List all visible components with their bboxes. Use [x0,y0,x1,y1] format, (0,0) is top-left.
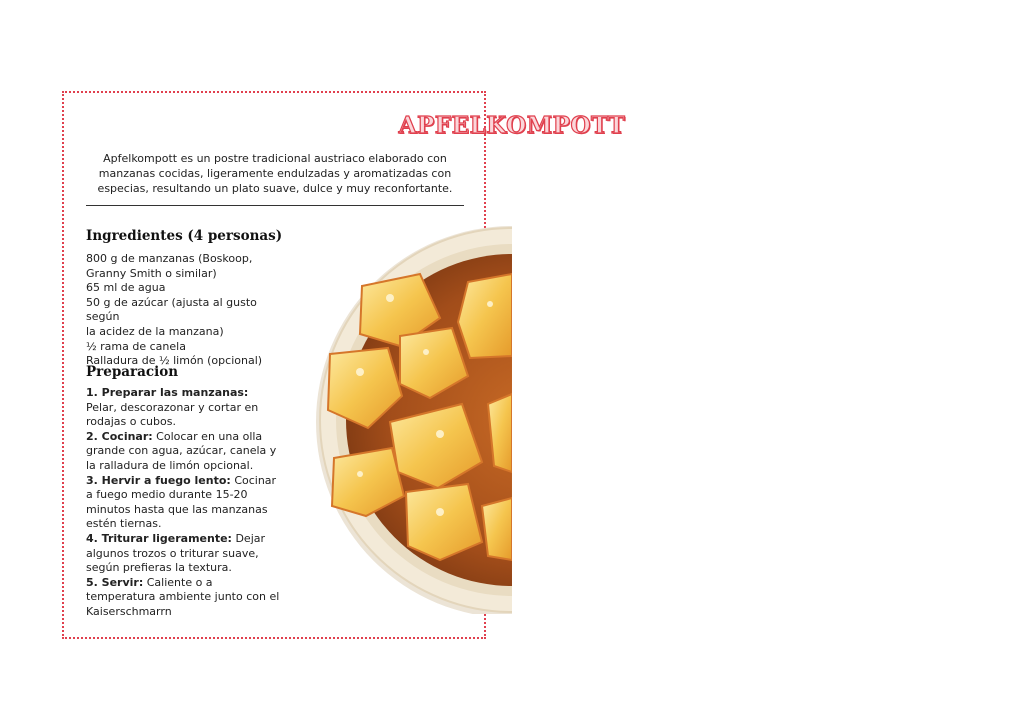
step-label: 2. Cocinar: [86,429,153,443]
recipe-intro: Apfelkompott es un postre tradicional austriaco elaborado con manzanas cocidas, ligeramente endulzadas y aromatizadas con especias, resultando un plato suave, dulce y muy reconfortante. [97,152,453,195]
step-label: 3. Hervir a fuego lento: [86,473,231,487]
step-label: 1. Preparar las manzanas: [86,386,249,399]
ingredient-line: Granny Smith o similar) [86,266,217,280]
step-item [86,430,282,474]
recipe-title: APFELKOMPOTT [398,112,626,139]
ingredient-line: Ralladura de ½ limón (opcional) [86,354,263,368]
step-item [86,386,282,430]
step-text: Pelar, descorazonar y cortar en rodajas o cubos. [86,400,259,429]
ingredients-heading: Ingredientes (4 personas) [86,228,283,244]
step-item [86,532,282,576]
step-text: Dejar algunos trozos o triturar suave, según prefieras la textura. [86,531,266,575]
step-item [86,576,282,620]
step-text: Caliente o a temperatura ambiente junto con el Kaiserschmarrn [86,575,280,618]
ingredient-line: 800 g de manzanas (Boskoop, [86,252,253,265]
ingredients-list [86,252,286,369]
ingredient-line: la acidez de la manzana) [86,324,224,338]
apple-compote-bowl-illustration [290,226,512,614]
steps-list [86,386,282,620]
step-item [86,474,282,532]
bowl-svg [290,226,512,614]
ingredient-line: ½ rama de canela [86,339,186,353]
ingredient-line: 65 ml de agua [86,281,166,295]
steps-heading: Preparacion [86,364,179,380]
step-text: Cocinar a fuego medio durante 15-20 minutos hasta que las manzanas estén tiernas. [86,473,277,531]
ingredient-line: 50 g de azúcar (ajusta al gusto según [86,295,257,324]
step-label: 5. Servir: [86,575,144,589]
step-text: Colocar en una olla grande con agua, azúcar, canela y la ralladura de limón opcional. [86,429,277,472]
step-label: 4. Triturar ligeramente: [86,531,232,545]
divider [86,205,464,206]
